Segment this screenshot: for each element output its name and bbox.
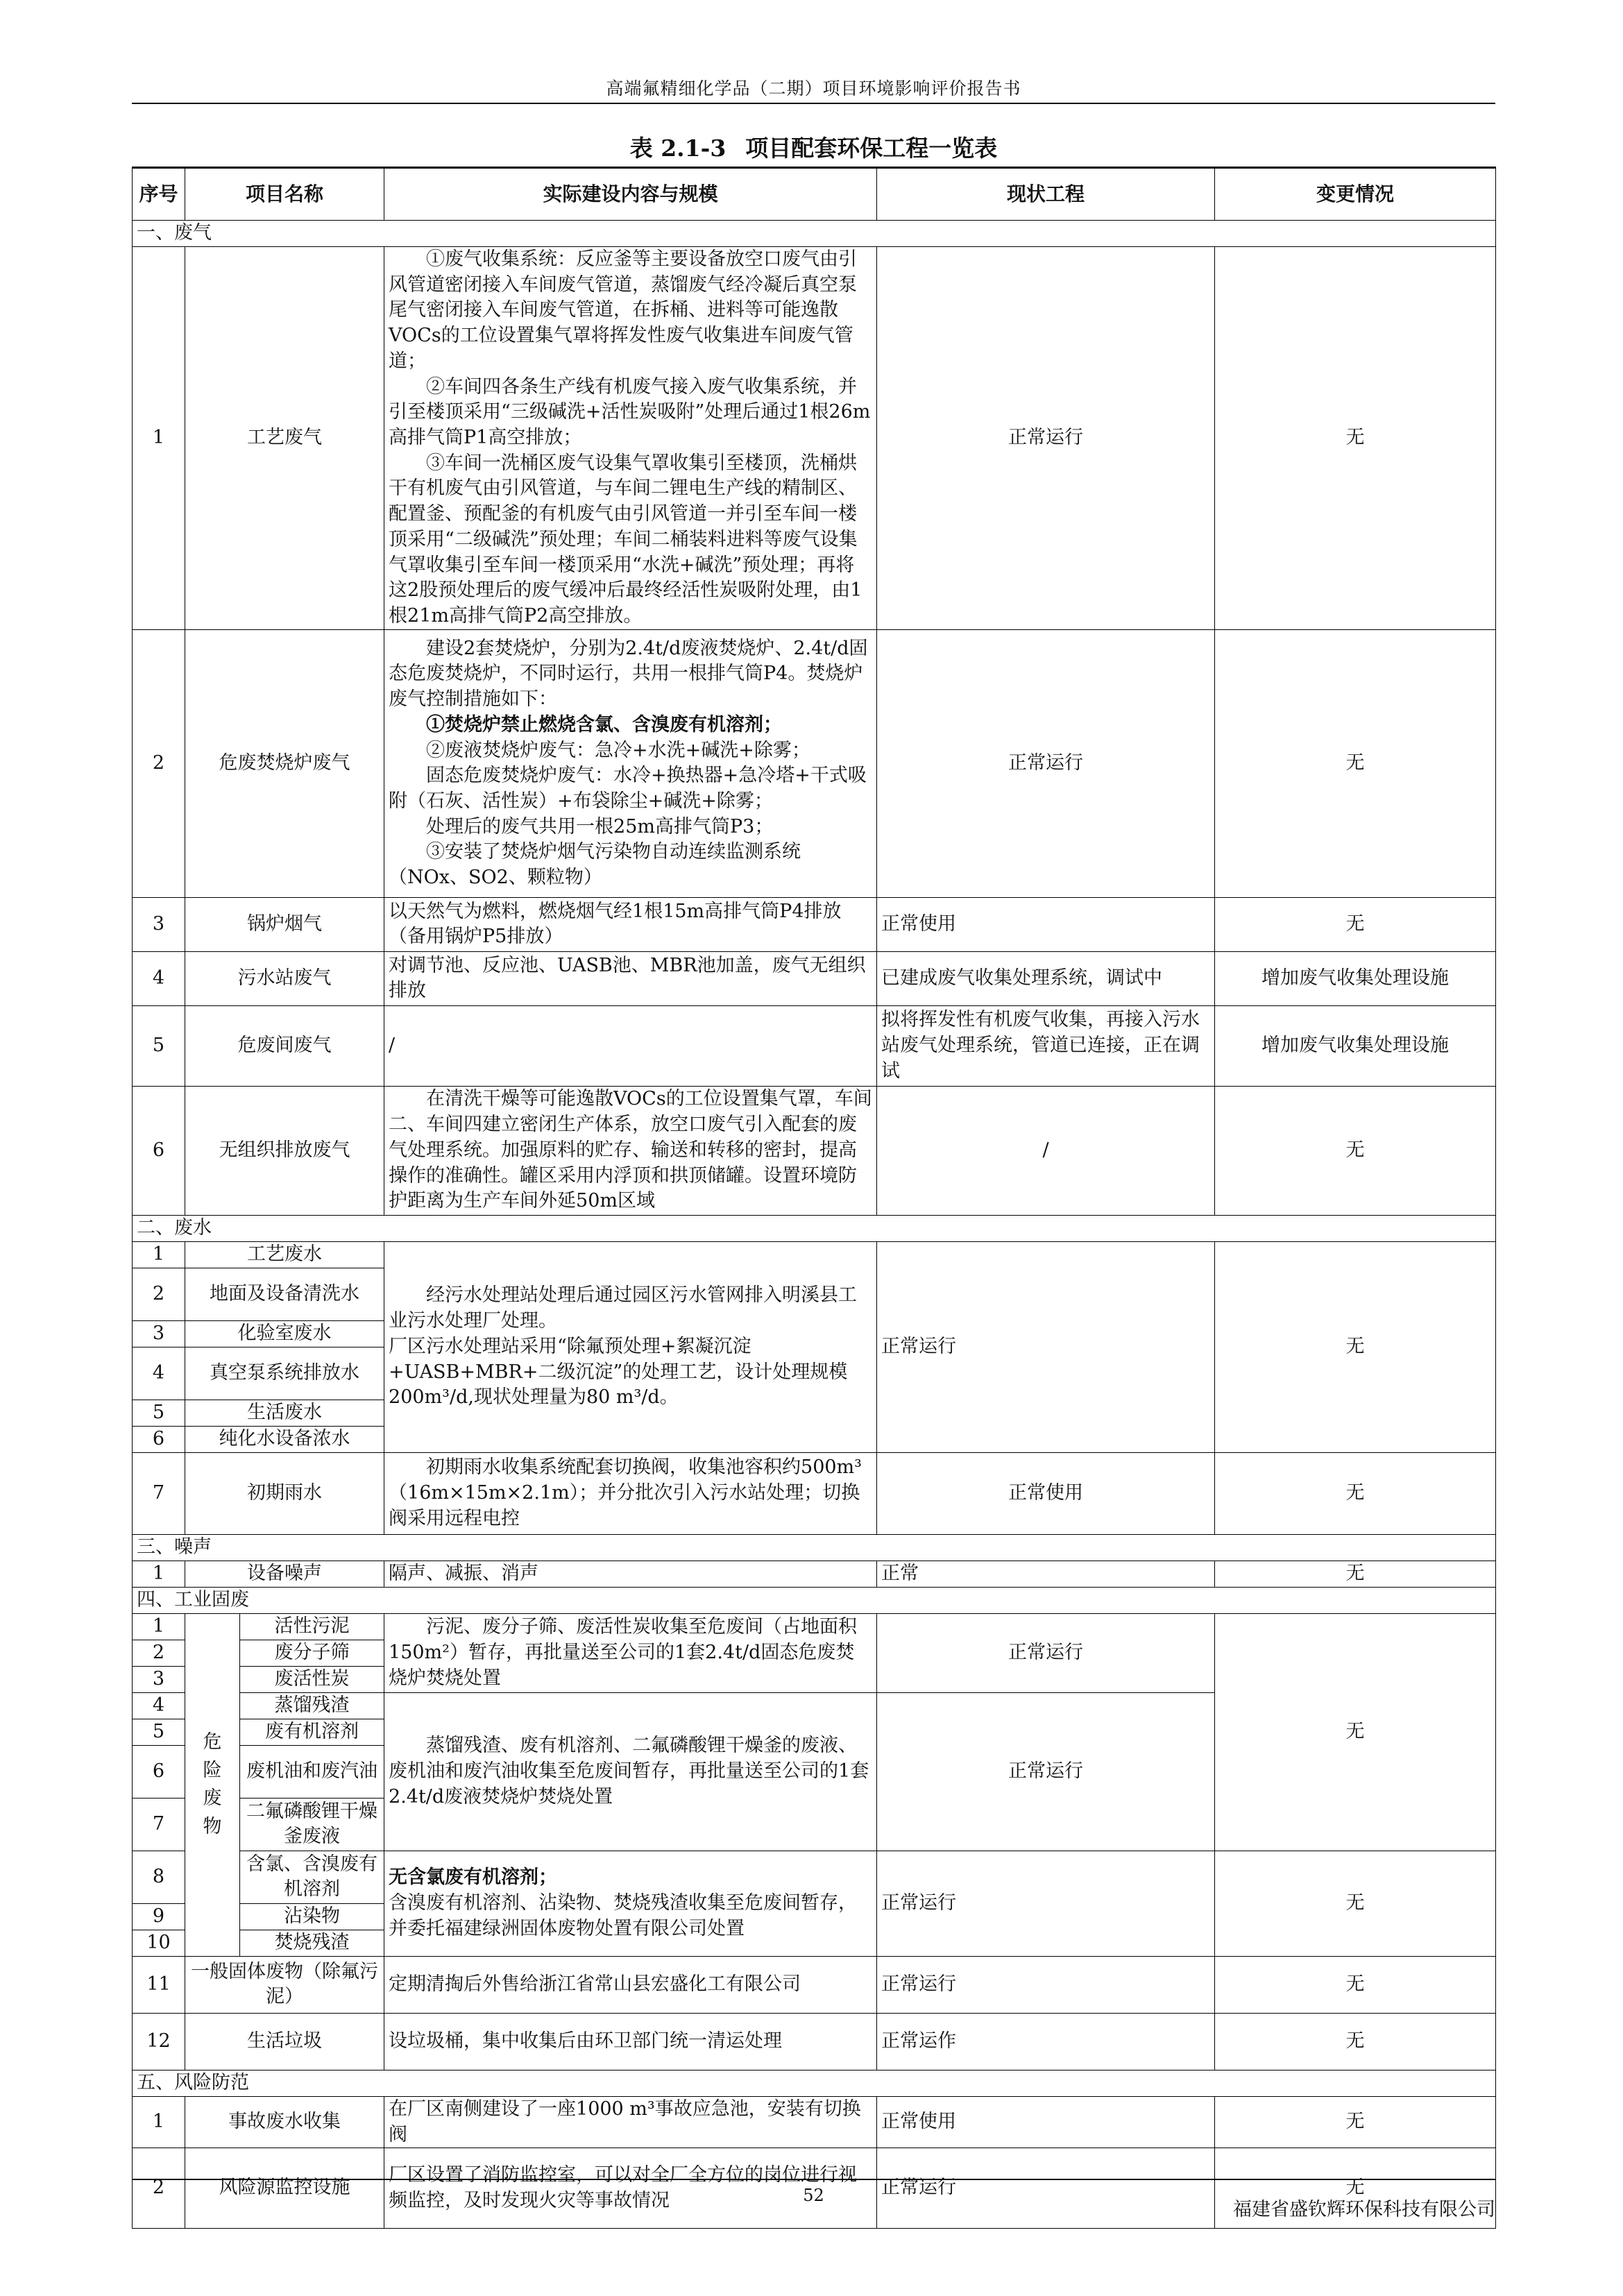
- row-change: 无: [1215, 1561, 1496, 1587]
- section-row-solid: [133, 1587, 1496, 1613]
- row-name: 真空泵系统排放水: [185, 1347, 384, 1400]
- row-no: 2: [133, 629, 185, 897]
- row-name: 活性污泥: [240, 1613, 384, 1640]
- content-para: 处理后的废气共用一根25m高排气筒P3；: [426, 815, 774, 837]
- row-content: [384, 1086, 877, 1215]
- content-para: ②车间四各条生产线有机废气接入废气收集系统，并引至楼顶采用“三级碱洗+活性炭吸附”处理后通过1根26m高排气筒P1高空排放；: [389, 375, 871, 449]
- row-status: 正常使用: [877, 2096, 1215, 2148]
- row-status: 正常运行: [877, 2148, 1215, 2229]
- row-no: 8: [133, 1851, 185, 1903]
- row-name: 地面及设备清洗水: [185, 1268, 384, 1320]
- col-header-no: 序号: [133, 168, 185, 221]
- row-status: 正常运行: [877, 247, 1215, 630]
- row-status: 正常运行: [877, 1241, 1215, 1452]
- table-row: [133, 897, 1496, 951]
- row-no: 7: [133, 1798, 185, 1851]
- table-row: [133, 1005, 1496, 1086]
- table-row: [133, 1241, 1496, 1268]
- section-title: 三、噪声: [133, 1534, 1496, 1561]
- row-status: 正常使用: [877, 897, 1215, 951]
- content-para: ①废气收集系统：反应釜等主要设备放空口废气由引风管道密闭接入车间废气管道，蒸馏废气经冷凝后真空泵尾气密闭接入车间废气管道，在拆桶、进料等可能逸散VOCs的工位设置集气罩将挥发性废气收集进车间废气管道；: [389, 248, 858, 372]
- content-para: 经污水处理站处理后通过园区污水管网排入明溪县工业污水处理厂处理。: [389, 1284, 858, 1332]
- row-content: 厂区设置了消防监控室，可以对全厂全方位的岗位进行视频监控，及时发现火灾等事故情况: [384, 2148, 877, 2229]
- water-merged-content: [384, 1241, 877, 1452]
- row-no: 3: [133, 1666, 185, 1692]
- row-name: 纯化水设备浓水: [185, 1426, 384, 1452]
- table-row: [133, 1561, 1496, 1587]
- row-change: 无: [1215, 897, 1496, 951]
- row-no: 2: [133, 2148, 185, 2229]
- row-content: [384, 247, 877, 630]
- content-para: ③车间一洗桶区废气设集气罩收集引至楼顶，洗桶烘干有机废气由引风管道，与车间二锂电生产线的精制区、配置釜、预配釜的有机废气由引风管道一并引至车间一楼顶采用“二级碱洗”预处理；车间二桶装料进料等废气设集气罩收集引至车间一楼顶采用“水洗+碱洗”预处理；再将这2股预处理后的废气缓冲后最终经活性炭吸附处理，由1根21m高排气筒P2高空排放。: [389, 452, 863, 627]
- content-para: 蒸馏残渣、废有机溶剂、二氟磷酸锂干燥釜的废液、废机油和废汽油收集至危废间暂存，再批量送至公司的1套2.4t/d废液焚烧炉焚烧处置: [389, 1735, 869, 1808]
- content-para-bold: ①焚烧炉禁止燃烧含氯、含溴废有机溶剂；: [426, 713, 783, 735]
- row-no: 5: [133, 1719, 185, 1745]
- row-change: 增加废气收集处理设施: [1215, 951, 1496, 1005]
- row-content: /: [384, 1005, 877, 1086]
- section-row-water: [133, 1215, 1496, 1241]
- row-no: 6: [133, 1426, 185, 1452]
- row-content: [384, 1613, 877, 1692]
- row-name: 事故废水收集: [185, 2096, 384, 2148]
- row-no: 1: [133, 1561, 185, 1587]
- content-para: 污泥、废分子筛、废活性炭收集至危废间（占地面积150m²）暂存，再批量送至公司的1套2.4t/d固态危废焚烧炉焚烧处置: [389, 1616, 858, 1689]
- table-row: [133, 247, 1496, 630]
- content-para: 建设2套焚烧炉，分别为2.4t/d废液焚烧炉、2.4t/d固态危废焚烧炉，不同时运行，共用一根排气筒P4。焚烧炉废气控制措施如下：: [389, 637, 868, 711]
- row-status: 正常运行: [877, 1613, 1215, 1692]
- table-row: [133, 1452, 1496, 1534]
- row-no: 2: [133, 1640, 185, 1666]
- row-no: 12: [133, 2013, 185, 2070]
- table-row: [133, 629, 1496, 897]
- row-change: 无: [1215, 2096, 1496, 2148]
- content-para: 在清洗干燥等可能逸散VOCs的工位设置集气罩，车间二、车间四建立密闭生产体系，放空口废气引入配套的废气处理系统。加强原料的贮存、输送和转移的密封，提高操作的准确性。罐区采用内浮顶和拱顶储罐。设置环境防护距离为生产车间外延50m区域: [389, 1088, 872, 1212]
- running-header: 高端氟精细化学品（二期）项目环境影响评价报告书: [606, 78, 1021, 99]
- content-para: 厂区污水处理站采用“除氟预处理+絮凝沉淀+UASB+MBR+二级沉淀”的处理工艺，设计处理规模200m³/d,现状处理量为80 m³/d。: [389, 1335, 848, 1409]
- row-name: 危废间废气: [185, 1005, 384, 1086]
- row-no: 6: [133, 1745, 185, 1798]
- table-row: [133, 1086, 1496, 1215]
- section-row-risk: [133, 2070, 1496, 2096]
- row-name: 焚烧残渣: [240, 1930, 384, 1956]
- row-content: 以天然气为燃料，燃烧烟气经1根15m高排气筒P4排放（备用锅炉P5排放）: [384, 897, 877, 951]
- page-number: 52: [803, 2186, 824, 2205]
- content-para: 初期雨水收集系统配套切换阀，收集池容积约500m³（16m×15m×2.1m）；并分批次引入污水站处理；切换阀采用远程电控: [389, 1456, 862, 1529]
- footer-rule: [132, 2179, 1495, 2180]
- row-name: 工艺废气: [185, 247, 384, 630]
- row-name: 沾染物: [240, 1903, 384, 1930]
- row-content: [384, 1851, 877, 1956]
- row-name: 一般固体废物（除氟污泥）: [185, 1956, 384, 2013]
- row-change: 无: [1215, 1956, 1496, 2013]
- row-content: 在厂区南侧建设了一座1000 m³事故应急池，安装有切换阀: [384, 2096, 877, 2148]
- section-title: 二、废水: [133, 1215, 1496, 1241]
- row-name: 工艺废水: [185, 1241, 384, 1268]
- row-no: 4: [133, 1692, 185, 1719]
- row-name: 蒸馏残渣: [240, 1692, 384, 1719]
- content-para: ②废液焚烧炉废气：急冷+水洗+碱洗+除雾；: [426, 739, 810, 761]
- row-content: 设垃圾桶，集中收集后由环卫部门统一清运处理: [384, 2013, 877, 2070]
- row-change: 无: [1215, 1086, 1496, 1215]
- section-title: 五、风险防范: [133, 2070, 1496, 2096]
- row-no: 1: [133, 1613, 185, 1640]
- document-page: [132, 0, 1495, 2296]
- row-no: 9: [133, 1903, 185, 1930]
- hazardous-waste-group: [185, 1613, 240, 1956]
- row-no: 2: [133, 1268, 185, 1320]
- row-name: 无组织排放废气: [185, 1086, 384, 1215]
- table-row: [133, 2096, 1496, 2148]
- row-name: 初期雨水: [185, 1452, 384, 1534]
- row-name: 废活性炭: [240, 1666, 384, 1692]
- row-change: 无: [1215, 2148, 1496, 2229]
- row-status: 正常运行: [877, 1692, 1215, 1851]
- row-status: 正常: [877, 1561, 1215, 1587]
- table-row: [133, 1956, 1496, 2013]
- table-row: [133, 2013, 1496, 2070]
- row-content: 定期清掏后外售给浙江省常山县宏盛化工有限公司: [384, 1956, 877, 2013]
- section-row-gas: [133, 221, 1496, 247]
- row-no: 5: [133, 1005, 185, 1086]
- row-name: 污水站废气: [185, 951, 384, 1005]
- company-name: 福建省盛钦辉环保科技有限公司: [1233, 2199, 1495, 2220]
- section-title: 一、废气: [133, 221, 1496, 247]
- row-content: [384, 1692, 877, 1851]
- section-row-noise: [133, 1534, 1496, 1561]
- row-change: 无: [1215, 1851, 1496, 1956]
- row-change: 无: [1215, 629, 1496, 897]
- row-change: 无: [1215, 2013, 1496, 2070]
- table-number: 表 2.1-3: [629, 135, 726, 162]
- table-row: [133, 1613, 1496, 1640]
- row-name: 危废焚烧炉废气: [185, 629, 384, 897]
- col-header-change: 变更情况: [1215, 168, 1496, 221]
- row-name: 锅炉烟气: [185, 897, 384, 951]
- row-name: 生活废水: [185, 1400, 384, 1426]
- row-no: 10: [133, 1930, 185, 1956]
- row-name: 风险源监控设施: [185, 2148, 384, 2229]
- row-no: 5: [133, 1400, 185, 1426]
- row-no: 1: [133, 1241, 185, 1268]
- row-no: 1: [133, 2096, 185, 2148]
- row-status: 正常运作: [877, 2013, 1215, 2070]
- table-title: [132, 130, 1495, 163]
- row-status: 正常运行: [877, 1851, 1215, 1956]
- row-name: 含氯、含溴废有机溶剂: [240, 1851, 384, 1903]
- row-name: 生活垃圾: [185, 2013, 384, 2070]
- table-row: [133, 951, 1496, 1005]
- header-rule: [132, 103, 1495, 104]
- row-content: 对调节池、反应池、UASB池、MBR池加盖，废气无组织排放: [384, 951, 877, 1005]
- row-status: 正常运行: [877, 1956, 1215, 2013]
- row-no: 3: [133, 897, 185, 951]
- row-no: 6: [133, 1086, 185, 1215]
- row-content: [384, 1452, 877, 1534]
- row-content: [384, 629, 877, 897]
- group-label: 危险废物: [203, 1731, 222, 1837]
- col-header-content: 实际建设内容与规模: [384, 168, 877, 221]
- table-caption: 项目配套环保工程一览表: [745, 135, 998, 162]
- row-no: 4: [133, 951, 185, 1005]
- row-status: 正常运行: [877, 629, 1215, 897]
- content-para: 固态危废焚烧炉废气：水冷+换热器+急冷塔+干式吸附（石灰、活性炭）+布袋除尘+碱洗+除雾；: [389, 765, 867, 812]
- row-change: 无: [1215, 1241, 1496, 1452]
- row-name: 化验室废水: [185, 1320, 384, 1347]
- row-status: /: [877, 1086, 1215, 1215]
- row-name: 设备噪声: [185, 1561, 384, 1587]
- row-change: 无: [1215, 1613, 1496, 1851]
- row-name: 废机油和废汽油: [240, 1745, 384, 1798]
- content-para: ③安装了焚烧炉烟气污染物自动连续监测系统（NOx、SO2、颗粒物）: [389, 841, 801, 889]
- row-change: 无: [1215, 247, 1496, 630]
- row-change: 无: [1215, 1452, 1496, 1534]
- table-row: [133, 1851, 1496, 1903]
- row-status: 拟将挥发性有机废气收集，再接入污水站废气处理系统，管道已连接，正在调试: [877, 1005, 1215, 1086]
- row-no: 11: [133, 1956, 185, 2013]
- content-para: 含溴废有机溶剂、沾染物、焚烧残渣收集至危废间暂存，并委托福建绿洲固体废物处置有限公司处置: [389, 1891, 858, 1939]
- content-para-bold: 无含氯废有机溶剂；: [389, 1866, 558, 1889]
- row-no: 7: [133, 1452, 185, 1534]
- col-header-status: 现状工程: [877, 168, 1215, 221]
- row-change: 增加废气收集处理设施: [1215, 1005, 1496, 1086]
- row-no: 4: [133, 1347, 185, 1400]
- row-name: 废分子筛: [240, 1640, 384, 1666]
- row-name: 废有机溶剂: [240, 1719, 384, 1745]
- row-status: 已建成废气收集处理系统，调试中: [877, 951, 1215, 1005]
- environmental-works-table: [132, 167, 1496, 2229]
- row-no: 3: [133, 1320, 185, 1347]
- row-content: 隔声、减振、消声: [384, 1561, 877, 1587]
- section-title: 四、工业固废: [133, 1587, 1496, 1613]
- row-status: 正常使用: [877, 1452, 1215, 1534]
- header-row: [133, 168, 1496, 221]
- col-header-name: 项目名称: [185, 168, 384, 221]
- row-no: 1: [133, 247, 185, 630]
- row-name: 二氟磷酸锂干燥釜废液: [240, 1798, 384, 1851]
